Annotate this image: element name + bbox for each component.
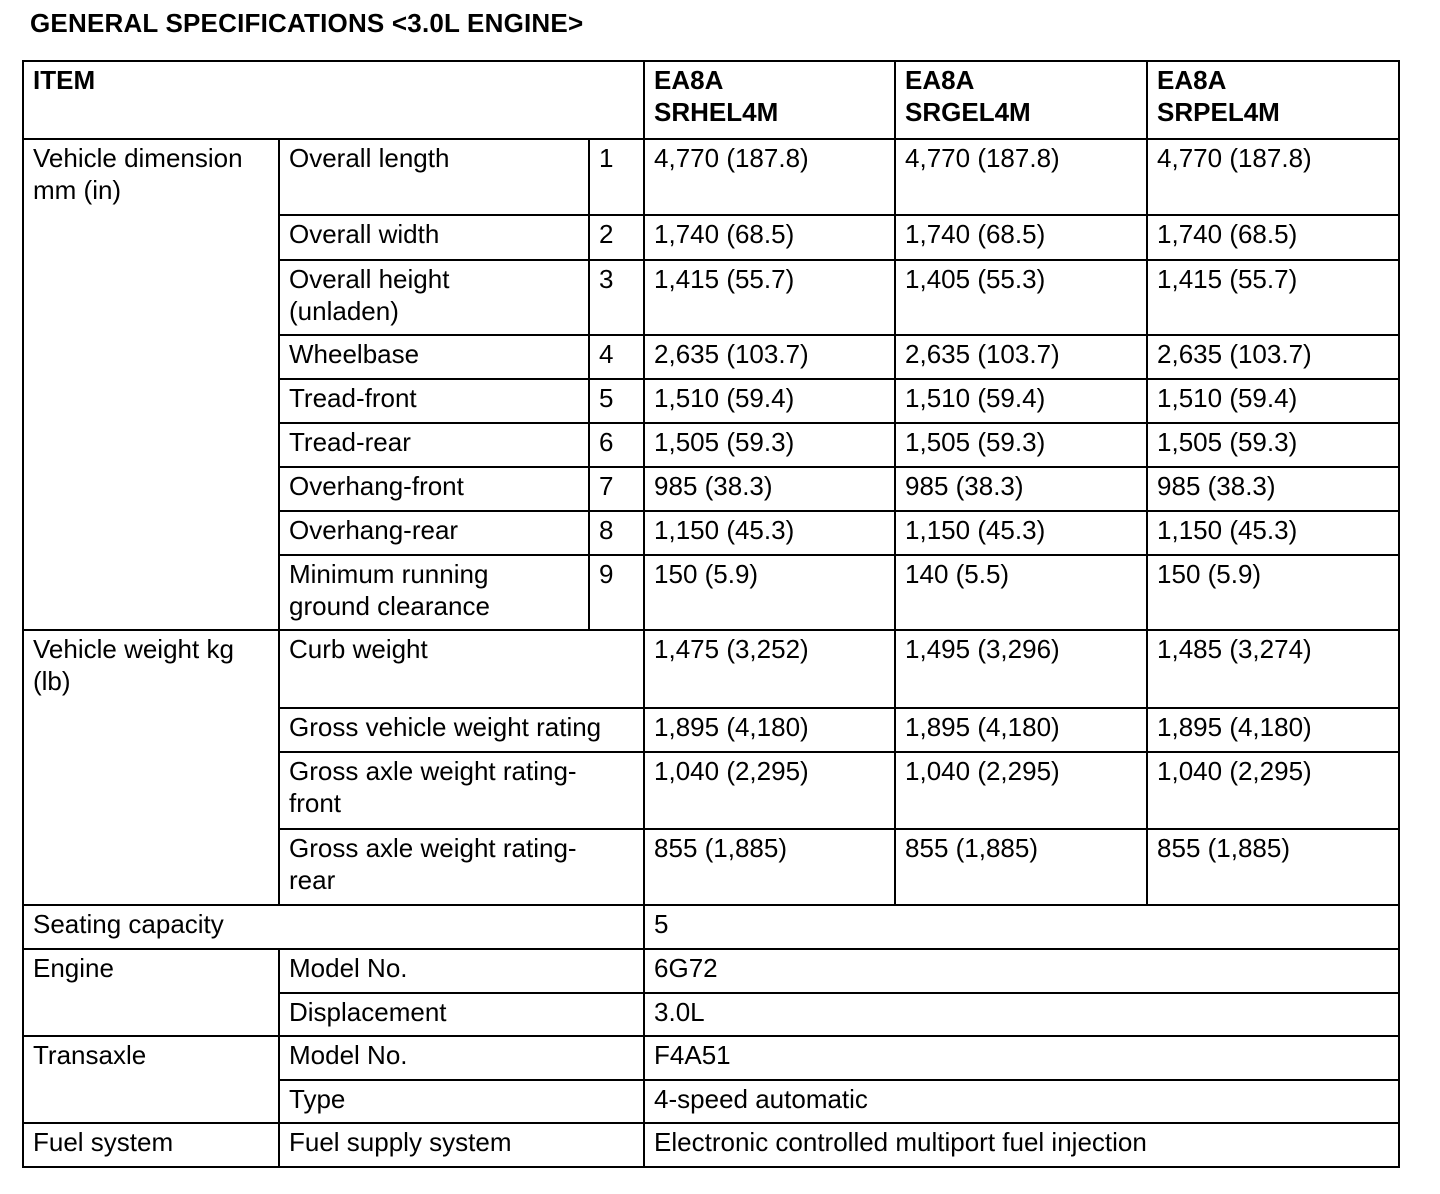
value-cell: 855 (1,885)	[895, 829, 1147, 905]
group-label-weight: Vehicle weight kg (lb)	[23, 630, 279, 905]
row-label: Tread-front	[279, 379, 589, 423]
model-line2: SRGEL4M	[905, 97, 1031, 127]
model-line1: EA8A	[905, 65, 975, 95]
group-label-dimension: Vehicle dimension mm (in)	[23, 139, 279, 630]
model-header	[895, 61, 1147, 139]
row-label: Overall length	[279, 139, 589, 215]
row-label: Overall height (unladen)	[279, 260, 589, 335]
value-cell: 1,740 (68.5)	[895, 215, 1147, 260]
value-cell: 1,895 (4,180)	[1147, 708, 1399, 752]
value-cell: 985 (38.3)	[644, 467, 895, 511]
header-row	[23, 61, 1399, 139]
value-cell: 150 (5.9)	[644, 555, 895, 630]
table-row	[23, 139, 1399, 215]
value-cell: 140 (5.5)	[895, 555, 1147, 630]
group-label-transaxle: Transaxle	[23, 1036, 279, 1123]
value-cell: F4A51	[644, 1036, 1399, 1080]
model-line2: SRHEL4M	[654, 97, 779, 127]
row-label: Wheelbase	[279, 335, 589, 379]
row-number: 8	[589, 511, 644, 555]
table-row	[23, 949, 1399, 993]
table-row	[23, 630, 1399, 708]
value-cell: 1,505 (59.3)	[644, 423, 895, 467]
value-cell: 1,895 (4,180)	[895, 708, 1147, 752]
value-cell: 4,770 (187.8)	[644, 139, 895, 215]
model-line1: EA8A	[1157, 65, 1227, 95]
row-number: 3	[589, 260, 644, 335]
row-label: Model No.	[279, 1036, 644, 1080]
row-number: 9	[589, 555, 644, 630]
row-number: 2	[589, 215, 644, 260]
value-cell: 1,510 (59.4)	[895, 379, 1147, 423]
row-label: Minimum running ground clearance	[279, 555, 589, 630]
row-label: Displacement	[279, 993, 644, 1036]
row-number: 1	[589, 139, 644, 215]
value-cell: Electronic controlled multiport fuel injection	[644, 1123, 1399, 1167]
item-header: ITEM	[23, 61, 644, 139]
value-cell: 6G72	[644, 949, 1399, 993]
row-label: Overhang-front	[279, 467, 589, 511]
value-cell: 1,040 (2,295)	[644, 752, 895, 829]
value-cell: 150 (5.9)	[1147, 555, 1399, 630]
value-cell: 4,770 (187.8)	[895, 139, 1147, 215]
value-cell: 5	[644, 905, 1399, 949]
row-number: 5	[589, 379, 644, 423]
model-line2: SRPEL4M	[1157, 97, 1280, 127]
table-row	[23, 905, 1399, 949]
row-label: Model No.	[279, 949, 644, 993]
row-number: 4	[589, 335, 644, 379]
row-number: 7	[589, 467, 644, 511]
value-cell: 4-speed automatic	[644, 1080, 1399, 1123]
value-cell: 855 (1,885)	[1147, 829, 1399, 905]
row-label: Tread-rear	[279, 423, 589, 467]
table-row	[23, 1036, 1399, 1080]
value-cell: 1,485 (3,274)	[1147, 630, 1399, 708]
table-row	[23, 1123, 1399, 1167]
value-cell: 1,475 (3,252)	[644, 630, 895, 708]
group-label-engine: Engine	[23, 949, 279, 1036]
value-cell: 1,040 (2,295)	[1147, 752, 1399, 829]
value-cell: 1,505 (59.3)	[895, 423, 1147, 467]
row-label: Gross axle weight rating- rear	[279, 829, 644, 905]
page-title: GENERAL SPECIFICATIONS <3.0L ENGINE>	[30, 8, 584, 38]
row-number: 6	[589, 423, 644, 467]
value-cell: 1,740 (68.5)	[1147, 215, 1399, 260]
value-cell: 985 (38.3)	[895, 467, 1147, 511]
model-header	[1147, 61, 1399, 139]
row-label: Curb weight	[279, 630, 644, 708]
spec-table	[22, 60, 1400, 1168]
value-cell: 1,150 (45.3)	[1147, 511, 1399, 555]
row-label: Type	[279, 1080, 644, 1123]
value-cell: 1,040 (2,295)	[895, 752, 1147, 829]
value-cell: 1,740 (68.5)	[644, 215, 895, 260]
value-cell: 2,635 (103.7)	[895, 335, 1147, 379]
row-label: Overhang-rear	[279, 511, 589, 555]
value-cell: 1,510 (59.4)	[644, 379, 895, 423]
row-label: Gross vehicle weight rating	[279, 708, 644, 752]
row-label: Gross axle weight rating- front	[279, 752, 644, 829]
value-cell: 1,405 (55.3)	[895, 260, 1147, 335]
row-label: Fuel supply system	[279, 1123, 644, 1167]
value-cell: 1,150 (45.3)	[644, 511, 895, 555]
value-cell: 1,495 (3,296)	[895, 630, 1147, 708]
value-cell: 855 (1,885)	[644, 829, 895, 905]
value-cell: 1,415 (55.7)	[644, 260, 895, 335]
group-label-fuel: Fuel system	[23, 1123, 279, 1167]
value-cell: 1,505 (59.3)	[1147, 423, 1399, 467]
value-cell: 2,635 (103.7)	[1147, 335, 1399, 379]
row-label: Overall width	[279, 215, 589, 260]
value-cell: 4,770 (187.8)	[1147, 139, 1399, 215]
value-cell: 1,415 (55.7)	[1147, 260, 1399, 335]
model-header	[644, 61, 895, 139]
row-label: Seating capacity	[23, 905, 644, 949]
value-cell: 2,635 (103.7)	[644, 335, 895, 379]
value-cell: 1,150 (45.3)	[895, 511, 1147, 555]
value-cell: 1,895 (4,180)	[644, 708, 895, 752]
model-line1: EA8A	[654, 65, 724, 95]
value-cell: 1,510 (59.4)	[1147, 379, 1399, 423]
value-cell: 3.0L	[644, 993, 1399, 1036]
value-cell: 985 (38.3)	[1147, 467, 1399, 511]
